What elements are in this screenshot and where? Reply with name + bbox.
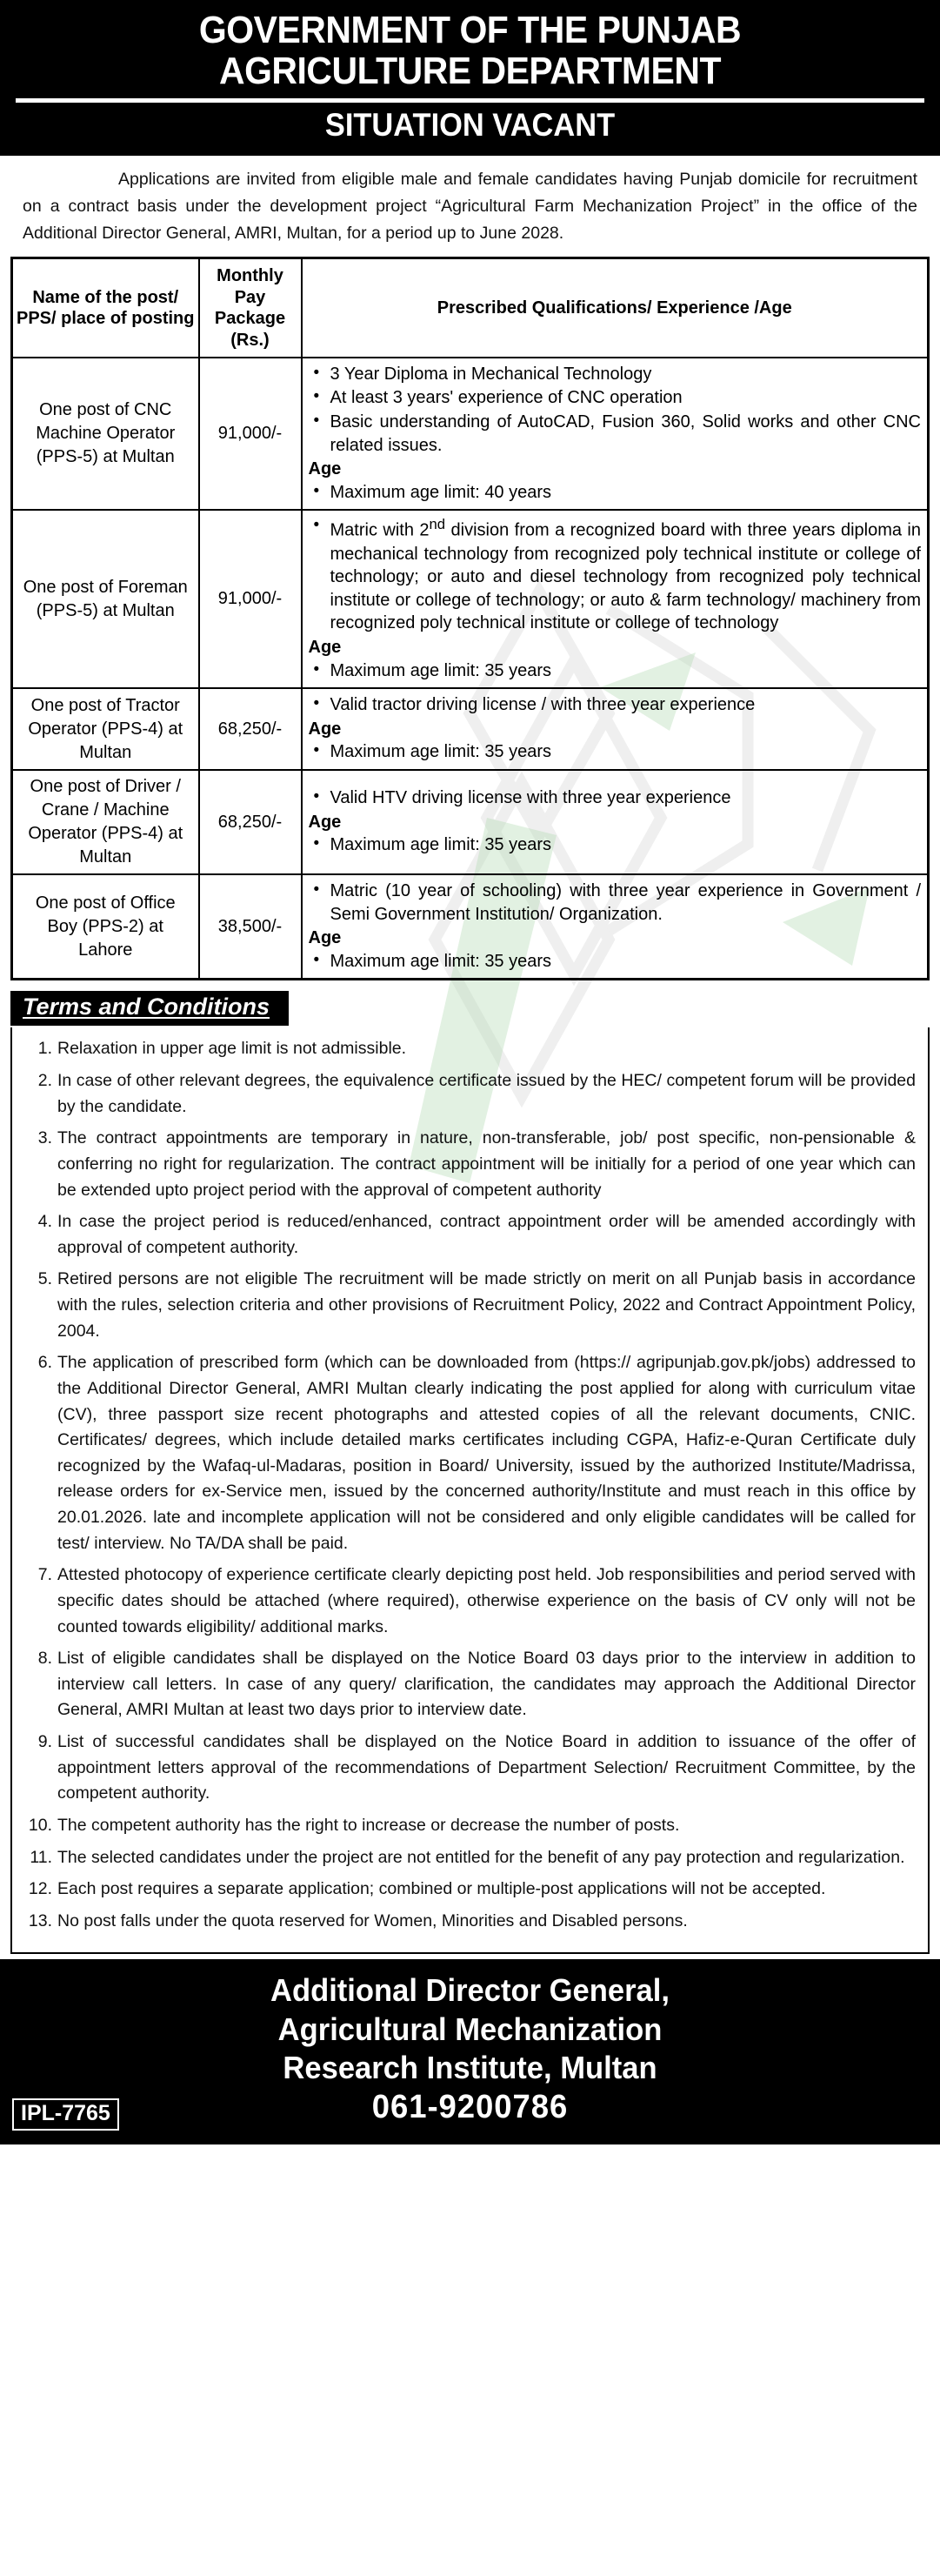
cell-post-name: One post of Foreman (PPS-5) at Multan	[12, 510, 199, 688]
age-bullets	[309, 950, 922, 974]
qualification-bullets	[309, 515, 922, 635]
posts-table	[10, 257, 930, 980]
terms-list	[17, 1036, 916, 1934]
qualification-bullet: • Valid HTV driving license with three year experience	[309, 786, 922, 810]
intro-text: Applications are invited from eligible male and female candidates having Punjab domicile for recruitment on a contract basis under the development project “Agricultural Farm Mechanization Project” in the office of the Additional Director General, AMRI, Multan, for a period up to June 2028.	[23, 169, 917, 243]
ipl-reference-badge: IPL-7765	[12, 2098, 119, 2131]
qualification-bullet: • Valid tractor driving license / with three year experience	[309, 693, 922, 717]
cell-qualifications	[302, 688, 929, 770]
cell-pay-package: 68,250/-	[199, 688, 302, 770]
terms-item: Each post requires a separate application; combined or multiple-post applications will not be accepted.	[57, 1879, 826, 1899]
footer-line-mechanization: Agricultural Mechanization	[277, 2011, 663, 2047]
qualification-bullets	[309, 363, 922, 457]
column-header-post: Name of the post/ PPS/ place of posting	[12, 258, 199, 358]
terms-item: In case of other relevant degrees, the equivalence certificate issued by the HEC/ competent forum will be provided by the candidate.	[57, 1071, 916, 1116]
terms-item: The competent authority has the right to increase or decrease the number of posts.	[57, 1815, 680, 1835]
age-bullets	[309, 659, 922, 683]
qualification-bullet: • 3 Year Diploma in Mechanical Technology	[309, 363, 922, 386]
terms-heading-wrap	[10, 991, 930, 1026]
footer-line-adg: Additional Director General,	[270, 1972, 670, 2009]
terms-item: Relaxation in upper age limit is not admissible.	[57, 1039, 407, 1059]
cell-post-name: One post of Driver / Crane / Machine Operator (PPS-4) at Multan	[12, 770, 199, 874]
table-row	[12, 510, 929, 688]
age-label: Age	[308, 638, 342, 658]
table-row	[12, 874, 929, 980]
qualification-bullets	[309, 880, 922, 926]
age-bullets	[309, 481, 922, 505]
qualification-bullet: • Matric (10 year of schooling) with three year experience in Government / Semi Government Institution/ Organization.	[309, 880, 922, 926]
posts-table-body	[12, 358, 929, 980]
terms-box	[10, 1027, 930, 1954]
header-line-government: GOVERNMENT OF THE PUNJAB	[198, 9, 742, 51]
terms-item: The application of prescribed form (which can be downloaded from (https:// agripunjab.gov.pk/jobs) addressed to the Additional Director General, AMRI Multan clearly indicating the post applied for along with curriculum vitae (CV), three passport size recent photographs and attested copies of all the relevant documents, CNIC. Certificates/ degrees, which include detailed marks certificates including CGPA, Hafiz-e-Quran Certificate duly recognized by the Wafaq-ul-Madaras, position in Board/ University, issued by the authorized Institute/Madrissa, release orders for ex-Service men, issued by the concerned authority/Institute and must reach in this office by 20.01.2026. late and incomplete application will not be considered and only eligible candidates will be called for test/ interview. No TA/DA shall be paid.	[57, 1353, 916, 1553]
cell-post-name: One post of CNC Machine Operator (PPS-5) at Multan	[12, 358, 199, 511]
column-header-pay: Monthly Pay Package (Rs.)	[199, 258, 302, 358]
posts-table-head	[12, 258, 929, 358]
age-bullets	[309, 833, 922, 857]
footer-phone[interactable]: 061-9200786	[371, 2089, 569, 2126]
qualification-bullet: • Basic understanding of AutoCAD, Fusion 360, Solid works and other CNC related issues.	[309, 411, 922, 457]
cell-pay-package: 91,000/-	[199, 510, 302, 688]
terms-item: Retired persons are not eligible The recruitment will be made strictly on merit on all Punjab basis in accordance with the rules, selection criteria and other provisions of Recruitment Policy, 2022 and Contract Appointment Policy, 2004.	[57, 1269, 916, 1341]
cell-qualifications	[302, 510, 929, 688]
cell-pay-package: 38,500/-	[199, 874, 302, 980]
cell-qualifications	[302, 358, 929, 511]
page-footer	[0, 1959, 940, 2144]
terms-item: List of successful candidates shall be displayed on the Notice Board in addition to issuance of the offer of appointment letters approval of the recommendations of Department Selection/ Recruitment Committee, by the competent authority.	[57, 1732, 916, 1803]
qualification-bullets	[309, 693, 922, 717]
page-header	[0, 0, 940, 156]
age-label: Age	[308, 719, 342, 739]
age-limit-bullet: • Maximum age limit: 35 years	[309, 833, 922, 857]
terms-item: Attested photocopy of experience certificate clearly depicting post held. Job responsibilities and period served with specific dates should be attached (where required), otherwise experience on the basis of CV only will not be counted towards eligibility/ additional marks.	[57, 1565, 916, 1636]
terms-heading: Terms and Conditions	[10, 991, 289, 1026]
age-label: Age	[308, 459, 342, 479]
footer-line-institute: Research Institute, Multan	[283, 2049, 657, 2085]
qualification-bullet: • Matric with 2nd division from a recognized board with three years diploma in mechanical technology from recognized poly technical institute or college of technology; or auto and diesel technology from recognized poly technical institute or college of technology; or auto & farm technology/ machinery from recognized poly technical institute or college of technology	[309, 515, 922, 635]
column-header-qualifications: Prescribed Qualifications/ Experience /Age	[302, 258, 929, 358]
cell-post-name: One post of Tractor Operator (PPS-4) at Multan	[12, 688, 199, 770]
cell-qualifications	[302, 874, 929, 980]
age-label: Age	[308, 928, 342, 948]
cell-qualifications	[302, 770, 929, 874]
terms-item: The selected candidates under the project are not entitled for the benefit of any pay protection and regularization.	[57, 1847, 905, 1867]
terms-item: The contract appointments are temporary in nature, non-transferable, job/ post specific, non-pensionable & conferring no right for regularization. The contract appointment will be initially for a period of one year which can be extended upto project period with the approval of competent authority	[57, 1128, 916, 1200]
cell-post-name: One post of Office Boy (PPS-2) at Lahore	[12, 874, 199, 980]
header-line-department: AGRICULTURE DEPARTMENT	[218, 49, 722, 92]
table-row	[12, 688, 929, 770]
age-limit-bullet: • Maximum age limit: 40 years	[309, 481, 922, 505]
table-row	[12, 770, 929, 874]
age-limit-bullet: • Maximum age limit: 35 years	[309, 950, 922, 974]
qualification-bullets	[309, 786, 922, 810]
table-header-row	[12, 258, 929, 358]
age-limit-bullet: • Maximum age limit: 35 years	[309, 659, 922, 683]
page-content	[0, 156, 940, 1954]
table-row	[12, 358, 929, 511]
qualification-bullet: • At least 3 years' experience of CNC operation	[309, 386, 922, 410]
cell-pay-package: 68,250/-	[199, 770, 302, 874]
cell-pay-package: 91,000/-	[199, 358, 302, 511]
terms-item: List of eligible candidates shall be displayed on the Notice Board 03 days prior to the interview in addition to interview call letters. In case of any query/ clarification, the candidates may approach the Additional Director General, AMRI Multan at least two days prior to interview date.	[57, 1649, 916, 1720]
terms-item: No post falls under the quota reserved for Women, Minorities and Disabled persons.	[57, 1910, 688, 1930]
age-limit-bullet: • Maximum age limit: 35 years	[309, 740, 922, 764]
terms-item: In case the project period is reduced/enhanced, contract appointment order will be amended accordingly with approval of competent authority.	[57, 1212, 916, 1257]
header-line-situation-vacant: SITUATION VACANT	[324, 107, 616, 144]
age-bullets	[309, 740, 922, 764]
intro-paragraph	[10, 156, 930, 255]
header-divider	[16, 98, 924, 103]
age-label: Age	[308, 812, 342, 832]
